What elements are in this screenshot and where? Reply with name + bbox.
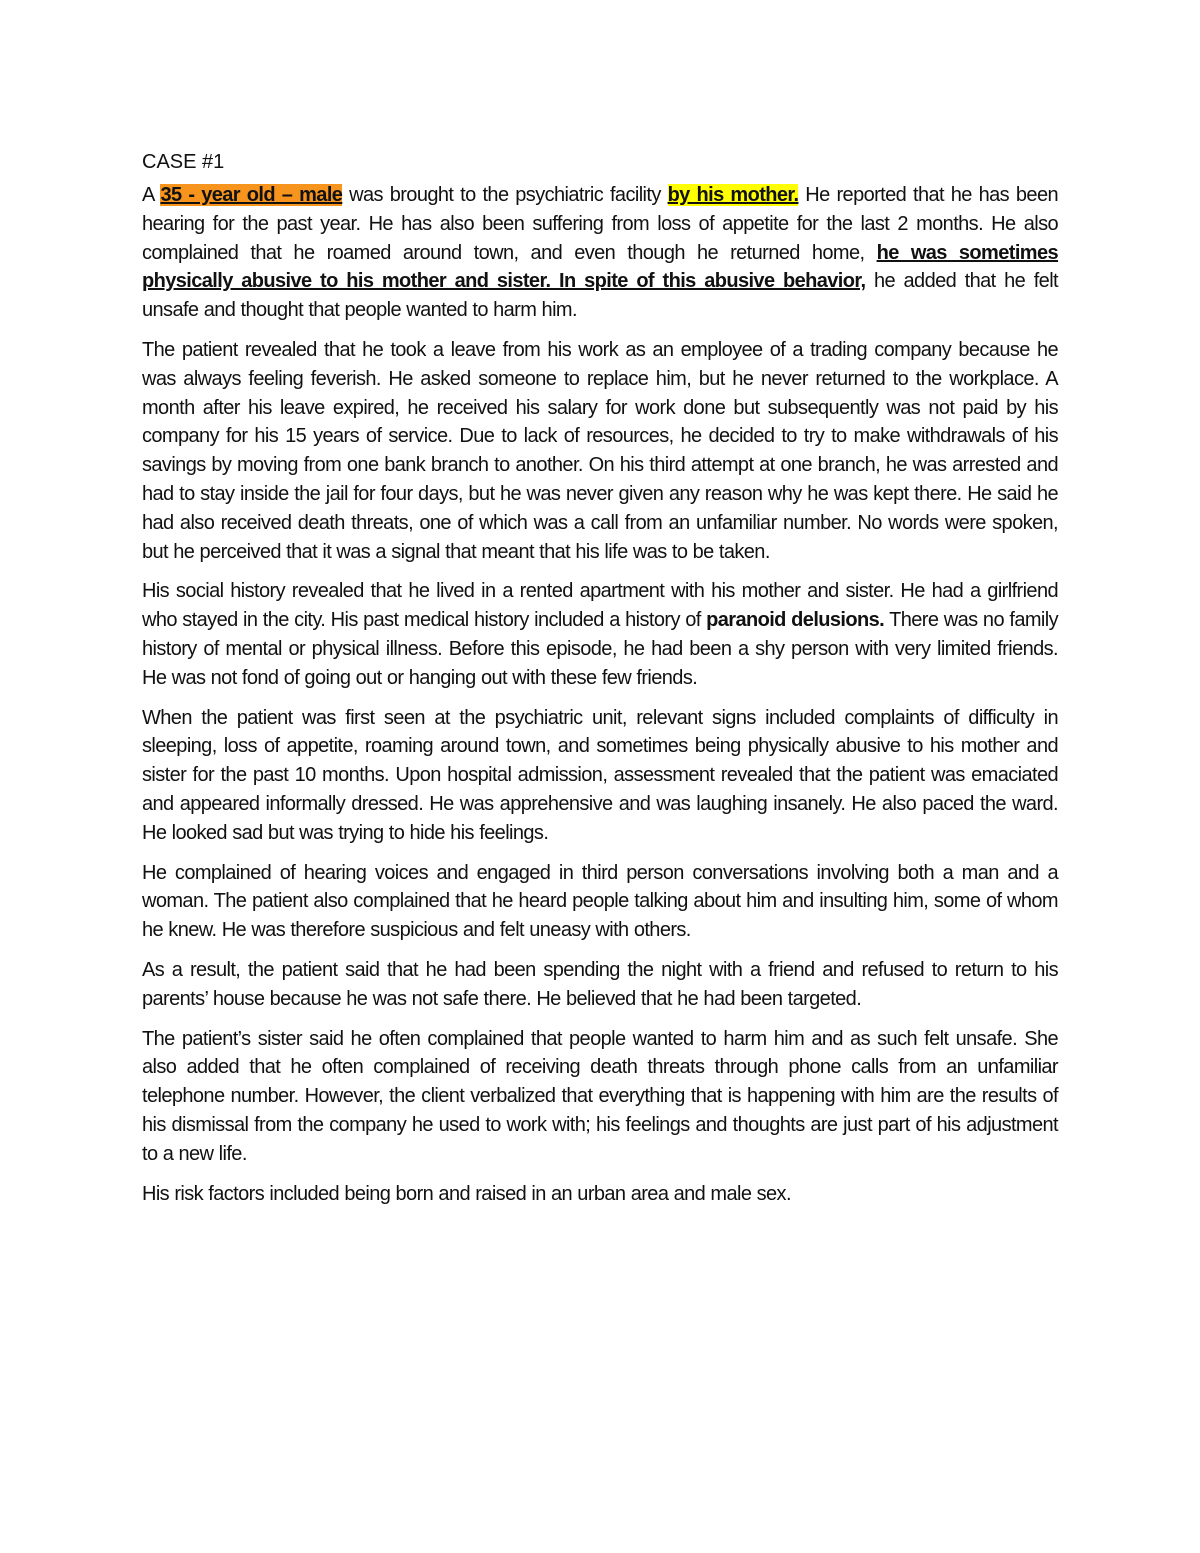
paragraph-8: His risk factors included being born and raised in an urban area and male sex. (142, 1182, 791, 1205)
paragraph-1 (142, 181, 1058, 325)
p1-text-b: was brought to the psychiatric facility (342, 184, 668, 206)
paragraph-5: He complained of hearing voices and engaged in third person conversations involving both a man and a woman. The patient also complained that he heard people talking about him and insulting him, some of whom he knew. He was therefore suspicious and felt uneasy with others. (142, 861, 1058, 942)
paranoid-delusions-bold: paranoid delusions. (706, 609, 885, 632)
document-page (142, 148, 1058, 1219)
paragraph-7: The patient’s sister said he often complained that people wanted to harm him and as such felt unsafe. She also added that he often complained of receiving death threats through phone calls from an unfamiliar telephone number. However, the client verbalized that everything that is happening with him are the results of his dismissal from the company he used to work with; his feelings and thoughts are just part of his adjustment to a new life. (142, 1027, 1058, 1165)
case-title: CASE #1 (142, 151, 225, 173)
abuse-emphasis: he was sometimes physically abusive to his mother and sister. In spite of this abusive behavior, (142, 241, 1059, 293)
p3-text-b: There was no family history of mental or physical illness. Before this episode, he had been a shy person with very limited friends. He was not fond of going out or hanging out with these few friends. (142, 609, 1058, 689)
paragraph-4: When the patient was first seen at the psychiatric unit, relevant signs included complaints of difficulty in sleeping, loss of appetite, roaming around town, and sometimes being physically abusive to his mother and sister for the past 10 months. Upon hospital admission, assessment revealed that the patient was emaciated and appeared informally dressed. He was apprehensive and was laughing insanely. He also paced the ward. He looked sad but was trying to hide his feelings. (142, 706, 1058, 844)
p1-text-c: He reported that he has been hearing for the past year. He has also been suffering from loss of appetite for the last 2 months. He also complained that he roamed around town, and even though he returned home, (142, 184, 1058, 264)
p1-text-a: A (142, 184, 161, 206)
p3-text-a: His social history revealed that he lived in a rented apartment with his mother and sister. He had a girlfriend who stayed in the city. His past medical history included a history of (142, 580, 1058, 632)
paragraph-6: As a result, the patient said that he had been spending the night with a friend and refused to return to his parents’ house because he was not safe there. He believed that he had been targeted. (142, 958, 1058, 1010)
p1-text-d: he added that he felt unsafe and thought that people wanted to harm him. (142, 270, 1058, 322)
companion-highlight: by his mother. (667, 184, 799, 206)
paragraph-3 (142, 577, 1058, 692)
paragraph-2: The patient revealed that he took a leave from his work as an employee of a trading company because he was always feeling feverish. He asked someone to replace him, but he never returned to the workplace. A month after his leave expired, he received his salary for work done but subsequently was not paid by his company for his 15 years of service. Due to lack of resources, he decided to try to make withdrawals of his savings by moving from one bank branch to another. On his third attempt at one branch, he was arrested and had to stay inside the jail for four days, but he was never given any reason why he was kept there. He said he had also received death threats, one of which was a call from an unfamiliar number. No words were spoken, but he perceived that it was a signal that meant that his life was to be taken. (142, 338, 1058, 563)
age-sex-highlight: 35 - year old – male (160, 184, 343, 206)
